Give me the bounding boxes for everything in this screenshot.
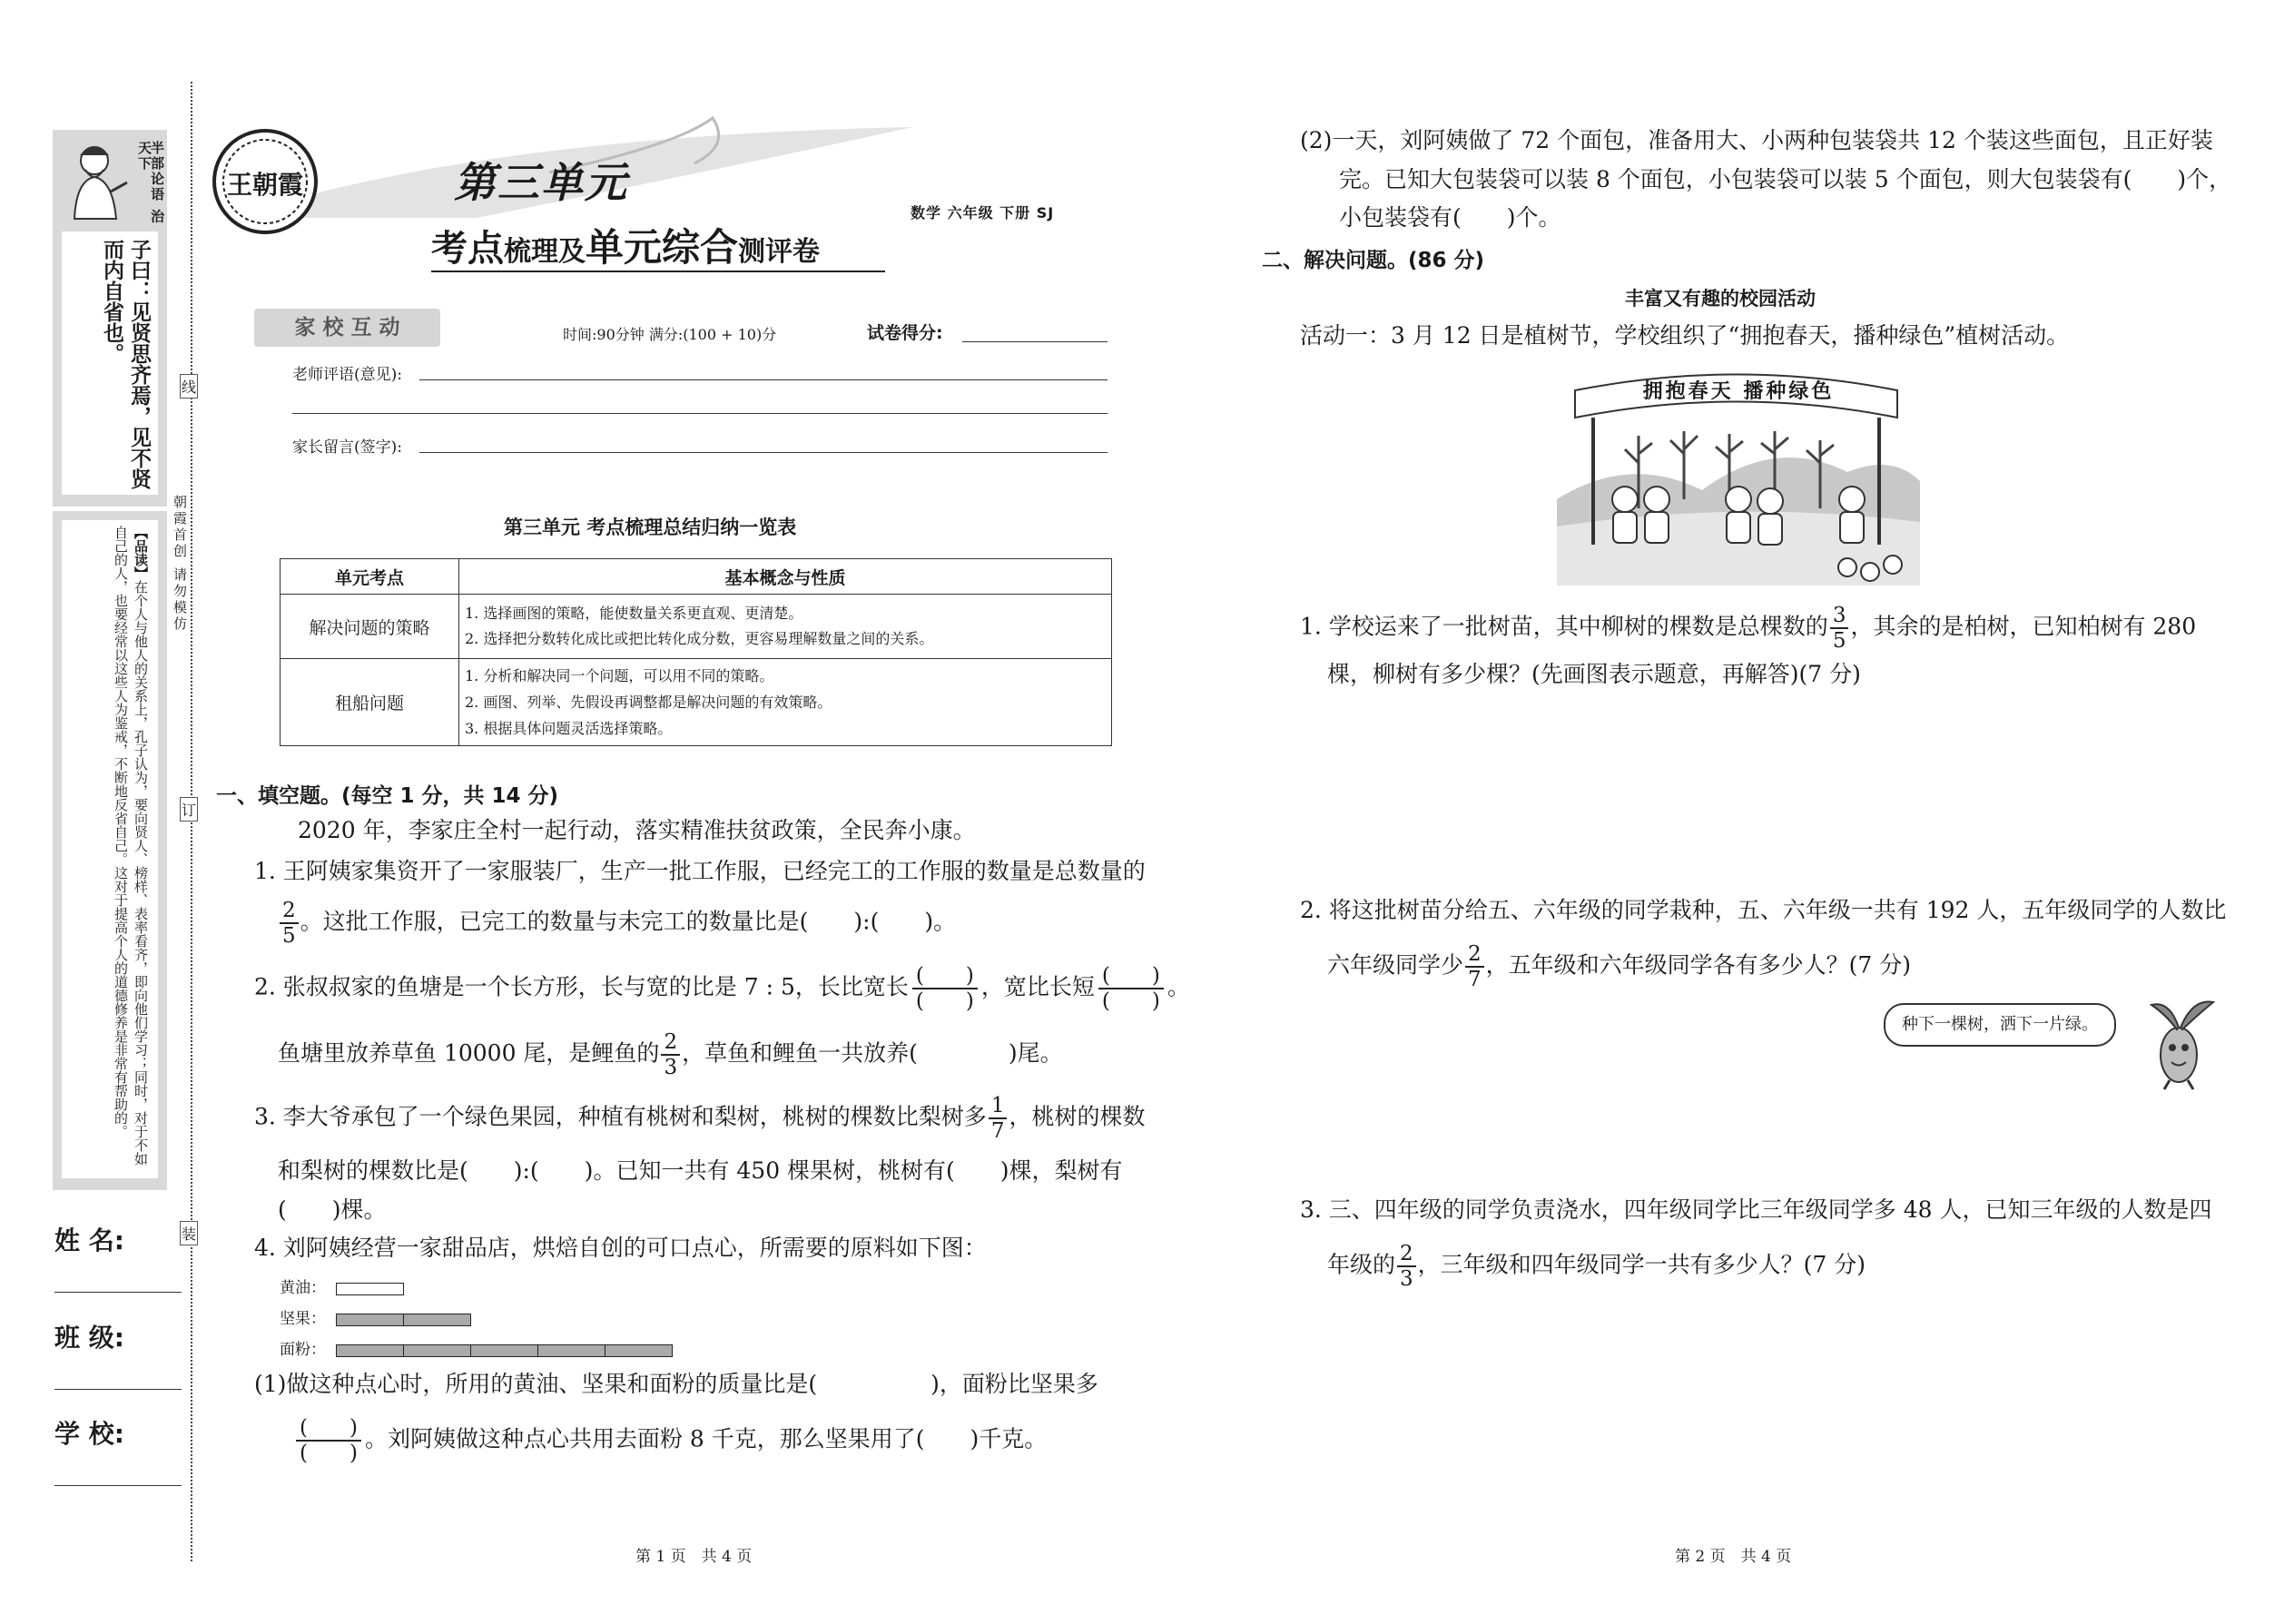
problem-2-line-1: 2. 将这批树苗分给五、六年级的同学栽种，五、六年级一共有 192 人，五年级同学的人数比 — [1300, 897, 2227, 923]
question-3-line-2: 和梨树的棵数比是( ):( )。已知一共有 450 棵果树，桃树有( )棵，梨树有 — [278, 1157, 1123, 1184]
summary-table — [280, 558, 1112, 746]
banner-text: 家 校 互 动 — [294, 316, 400, 340]
problem-1-text: ，其余的是柏树，已知柏树有 280 — [1850, 613, 2197, 640]
summary-header-row — [281, 559, 1112, 595]
summary-point: 3. 根据具体问题灵活选择策略。 — [465, 720, 673, 737]
question-4-1-text: 。刘阿姨做这种点心共用去面粉 8 千克，那么坚果用了( )千克。 — [364, 1425, 1048, 1452]
summary-point: 1. 分析和解决同一个问题，可以用不同的策略。 — [465, 667, 774, 684]
ingredient-bar-flour — [336, 1344, 673, 1357]
sidebar — [53, 130, 169, 1192]
tree-planting-illustration — [1557, 363, 1920, 586]
parent-comment-line[interactable] — [419, 452, 1108, 453]
ingredient-label: 坚果： — [280, 1310, 326, 1328]
fraction: $\frac{2}{5}$ — [280, 899, 299, 948]
cartoon-seedling-icon — [2142, 991, 2224, 1091]
answer-blank-fraction[interactable]: ( ) ( ) — [296, 1416, 361, 1465]
subtitle-part-4: 测评卷 — [738, 236, 821, 268]
question-4-1-line-2 — [292, 1416, 1047, 1465]
problem-3-line-2 — [1327, 1242, 1866, 1291]
question-2-text: 鱼塘里放养草鱼 10000 尾，是鲤鱼的 — [278, 1039, 660, 1067]
summary-points-1 — [459, 595, 1112, 659]
question-2-line-1 — [254, 964, 1190, 1013]
quote-vertical-title: 半部论语 治天下 — [136, 141, 165, 225]
question-2-text: ，草鱼和鲤鱼一共放养( )尾。 — [682, 1039, 1063, 1067]
score-line[interactable] — [962, 341, 1108, 342]
section1-intro: 2020 年，李家庄全村一起行动，落实精准扶贫政策，全民奔小康。 — [298, 817, 976, 843]
question-3-line-3: ( )棵。 — [278, 1196, 387, 1223]
fraction: $\frac{2}{3}$ — [661, 1030, 680, 1079]
quote-box — [53, 130, 167, 507]
question-2-text: ，宽比长短 — [980, 973, 1095, 1000]
ingredient-diagram — [280, 1273, 673, 1365]
teacher-comment-label: 老师评语(意见): — [292, 366, 402, 384]
problem-2-line-2 — [1327, 942, 1911, 991]
subtitle-part-2: 梳理及 — [504, 236, 586, 268]
summary-row — [281, 595, 1112, 659]
ingredient-bar-butter — [336, 1283, 404, 1295]
ingredient-bar-nuts — [336, 1314, 471, 1326]
parent-comment-label: 家长留言(签字): — [292, 438, 402, 457]
footer-page-2: 第 2 页 共 4 页 — [1675, 1548, 1792, 1566]
cut-mark-bottom: 装 — [180, 1221, 198, 1245]
school-label: 学 校: — [54, 1419, 124, 1449]
summary-point: 2. 选择把分数转化成比或把比转化成分数，更容易理解数量之间的关系。 — [465, 630, 934, 647]
activity-1-text: 活动一：3 月 12 日是植树节，学校组织了“拥抱春天，播种绿色”植树活动。 — [1300, 322, 2070, 349]
fraction: $\frac{2}{7}$ — [1465, 942, 1484, 991]
home-school-banner — [254, 309, 440, 347]
summary-point: 2. 画图、列举、先假设再调整都是解决问题的有效策略。 — [465, 694, 832, 711]
problem-2-text: 六年级同学少 — [1327, 951, 1464, 979]
reading-text — [111, 526, 151, 1176]
problem-2-text: ，五年级和六年级同学各有多少人？(7 分) — [1485, 951, 1912, 979]
question-3-text: 3. 李大爷承包了一个绿色果园，种植有桃树和梨树，桃树的棵数比梨树多 — [254, 1103, 987, 1130]
reading-box — [53, 511, 167, 1190]
time-info: 时间:90分钟 满分:(100 + 10)分 — [563, 326, 777, 343]
question-2-line-2 — [278, 1030, 1063, 1079]
confucius-illustration — [58, 137, 133, 224]
question-4-2-line-2: 完。已知大包装袋可以装 8 个面包，小包装袋可以装 5 个面包，则大包装袋有( )个， — [1339, 166, 2232, 192]
reading-body: 在个人与他人的关系上，孔子认为，要向贤人、榜样、表率看齐，即向他们学习；同时，对于不如自己的人，也要经常以这些人为鉴戒，不断地反省自己。这对于提高个人的道德修养是非常有帮助的。 — [113, 526, 149, 1166]
teacher-comment-line-2[interactable] — [292, 413, 1108, 414]
summary-topic-2: 租船问题 — [281, 659, 459, 746]
summary-point: 1. 选择画图的策略，能使数量关系更直观、更清楚。 — [465, 605, 803, 622]
fraction: $\frac{1}{7}$ — [989, 1094, 1008, 1143]
problem-3-answer-area[interactable] — [1300, 1298, 2226, 1516]
summary-points-2 — [459, 659, 1112, 746]
footer-page-1: 第 1 页 共 4 页 — [635, 1548, 753, 1566]
problem-3-line-1: 3. 三、四年级的同学负责浇水，四年级同学比三年级同学多 48 人，已知三年级的人数是四 — [1300, 1196, 2212, 1223]
activity-title: 丰富又有趣的校园活动 — [1625, 288, 1816, 310]
score-label: 试卷得分: — [867, 323, 943, 343]
answer-blank-fraction[interactable]: ( ) ( ) — [912, 964, 978, 1013]
reading-panel — [62, 520, 158, 1178]
question-3-text: ，桃树的棵数 — [1009, 1103, 1146, 1130]
test-subtitle — [431, 218, 820, 272]
summary-row — [281, 659, 1112, 746]
activity-1 — [1300, 322, 2069, 349]
quote-main-panel — [62, 231, 158, 495]
fraction: $\frac{3}{5}$ — [1830, 604, 1849, 653]
problem-1-line-2: 棵，柳树有多少棵？(先画图表示题意，再解答)(7 分) — [1327, 661, 1861, 687]
fraction: $\frac{2}{3}$ — [1397, 1242, 1416, 1291]
unit-title: 第三单元 — [454, 158, 628, 207]
ingredient-row-flour — [280, 1334, 673, 1365]
question-1-text: 。这批工作服，已完工的数量与未完工的数量比是( ):( )。 — [300, 908, 957, 935]
question-4-2-line-3: 小包装袋有( )个。 — [1339, 204, 1561, 231]
class-field[interactable] — [54, 1318, 182, 1390]
problem-3-text: 年级的 — [1327, 1251, 1396, 1278]
ingredient-row-nuts — [280, 1304, 673, 1334]
illustration-banner-text: 拥抱春天 播种绿色 — [1642, 380, 1835, 403]
grade-meta: 数学 六年级 下册 SJ — [911, 204, 1055, 221]
logo-text: 王朝霞 — [226, 170, 303, 200]
subtitle-part-1: 考点 — [431, 227, 504, 270]
subtitle-part-3: 单元综合 — [586, 225, 739, 270]
name-label: 姓 名: — [54, 1225, 124, 1255]
problem-1-text: 1. 学校运来了一批树苗，其中柳树的棵数是总棵数的 — [1300, 613, 1828, 640]
question-4-line-1: 4. 刘阿姨经营一家甜品店，烘焙自创的可口点心，所需要的原料如下图： — [254, 1235, 987, 1261]
summary-header-topic: 单元考点 — [281, 559, 459, 595]
class-label: 班 级: — [54, 1323, 124, 1353]
teacher-comment-line-1[interactable] — [419, 379, 1108, 380]
problem-1-answer-area[interactable] — [1300, 699, 2226, 881]
subtitle-underline — [431, 271, 885, 272]
section1-title: 一、填空题。(每空 1 分，共 14 分) — [216, 784, 559, 808]
problem-3-text: ，三年级和四年级同学一共有多少人？(7 分) — [1417, 1251, 1866, 1278]
question-4-2-line-1: (2)一天，刘阿姨做了 72 个面包，准备用大、小两种包装袋共 12 个装这些面包，且正好装 — [1300, 127, 2213, 153]
question-2-text: 2. 张叔叔家的鱼塘是一个长方形，长与宽的比是 7 : 5，长比宽长 — [254, 973, 909, 1000]
ingredient-row-butter — [280, 1273, 673, 1304]
side-note: 朝霞首创 请勿模仿 — [172, 495, 188, 633]
cut-mark-top: 线 — [180, 374, 198, 399]
question-2-text: 。 — [1167, 973, 1190, 1000]
name-field[interactable] — [54, 1221, 182, 1293]
reading-label: 【品读】 — [133, 526, 149, 580]
answer-blank-fraction[interactable]: ( ) ( ) — [1098, 964, 1164, 1013]
summary-topic-1: 解决问题的策略 — [281, 595, 459, 659]
problem-1-line-1 — [1300, 604, 2196, 653]
question-4-1-line-1: (1)做这种点心时，所用的黄油、坚果和面粉的质量比是( )，面粉比坚果多 — [254, 1371, 1098, 1397]
summary-title: 第三单元 考点梳理总结归纳一览表 — [504, 517, 797, 538]
problem-2-answer-area[interactable] — [1300, 1098, 2226, 1189]
question-1-line-2 — [278, 899, 956, 948]
question-1-line-1: 1. 王阿姨家集资开了一家服装厂，生产一批工作服，已经完工的工作服的数量是总数量的 — [254, 858, 1146, 884]
summary-header-concepts: 基本概念与性质 — [459, 559, 1112, 595]
brand-logo — [211, 127, 320, 236]
cut-mark-middle: 订 — [180, 797, 198, 822]
question-3-line-1 — [254, 1094, 1145, 1143]
section2-title: 二、解决问题。(86 分) — [1262, 249, 1485, 272]
cut-line — [191, 82, 192, 1561]
quote-main: 子曰：见贤思齐焉，见不贤而内自省也。 — [100, 239, 152, 489]
speech-bubble — [1884, 1003, 2116, 1047]
school-field[interactable] — [54, 1414, 182, 1486]
ingredient-label: 黄油： — [280, 1279, 326, 1297]
speech-bubble-text: 种下一棵树，洒下一片绿。 — [1902, 1015, 2098, 1034]
ingredient-label: 面粉： — [280, 1341, 326, 1359]
